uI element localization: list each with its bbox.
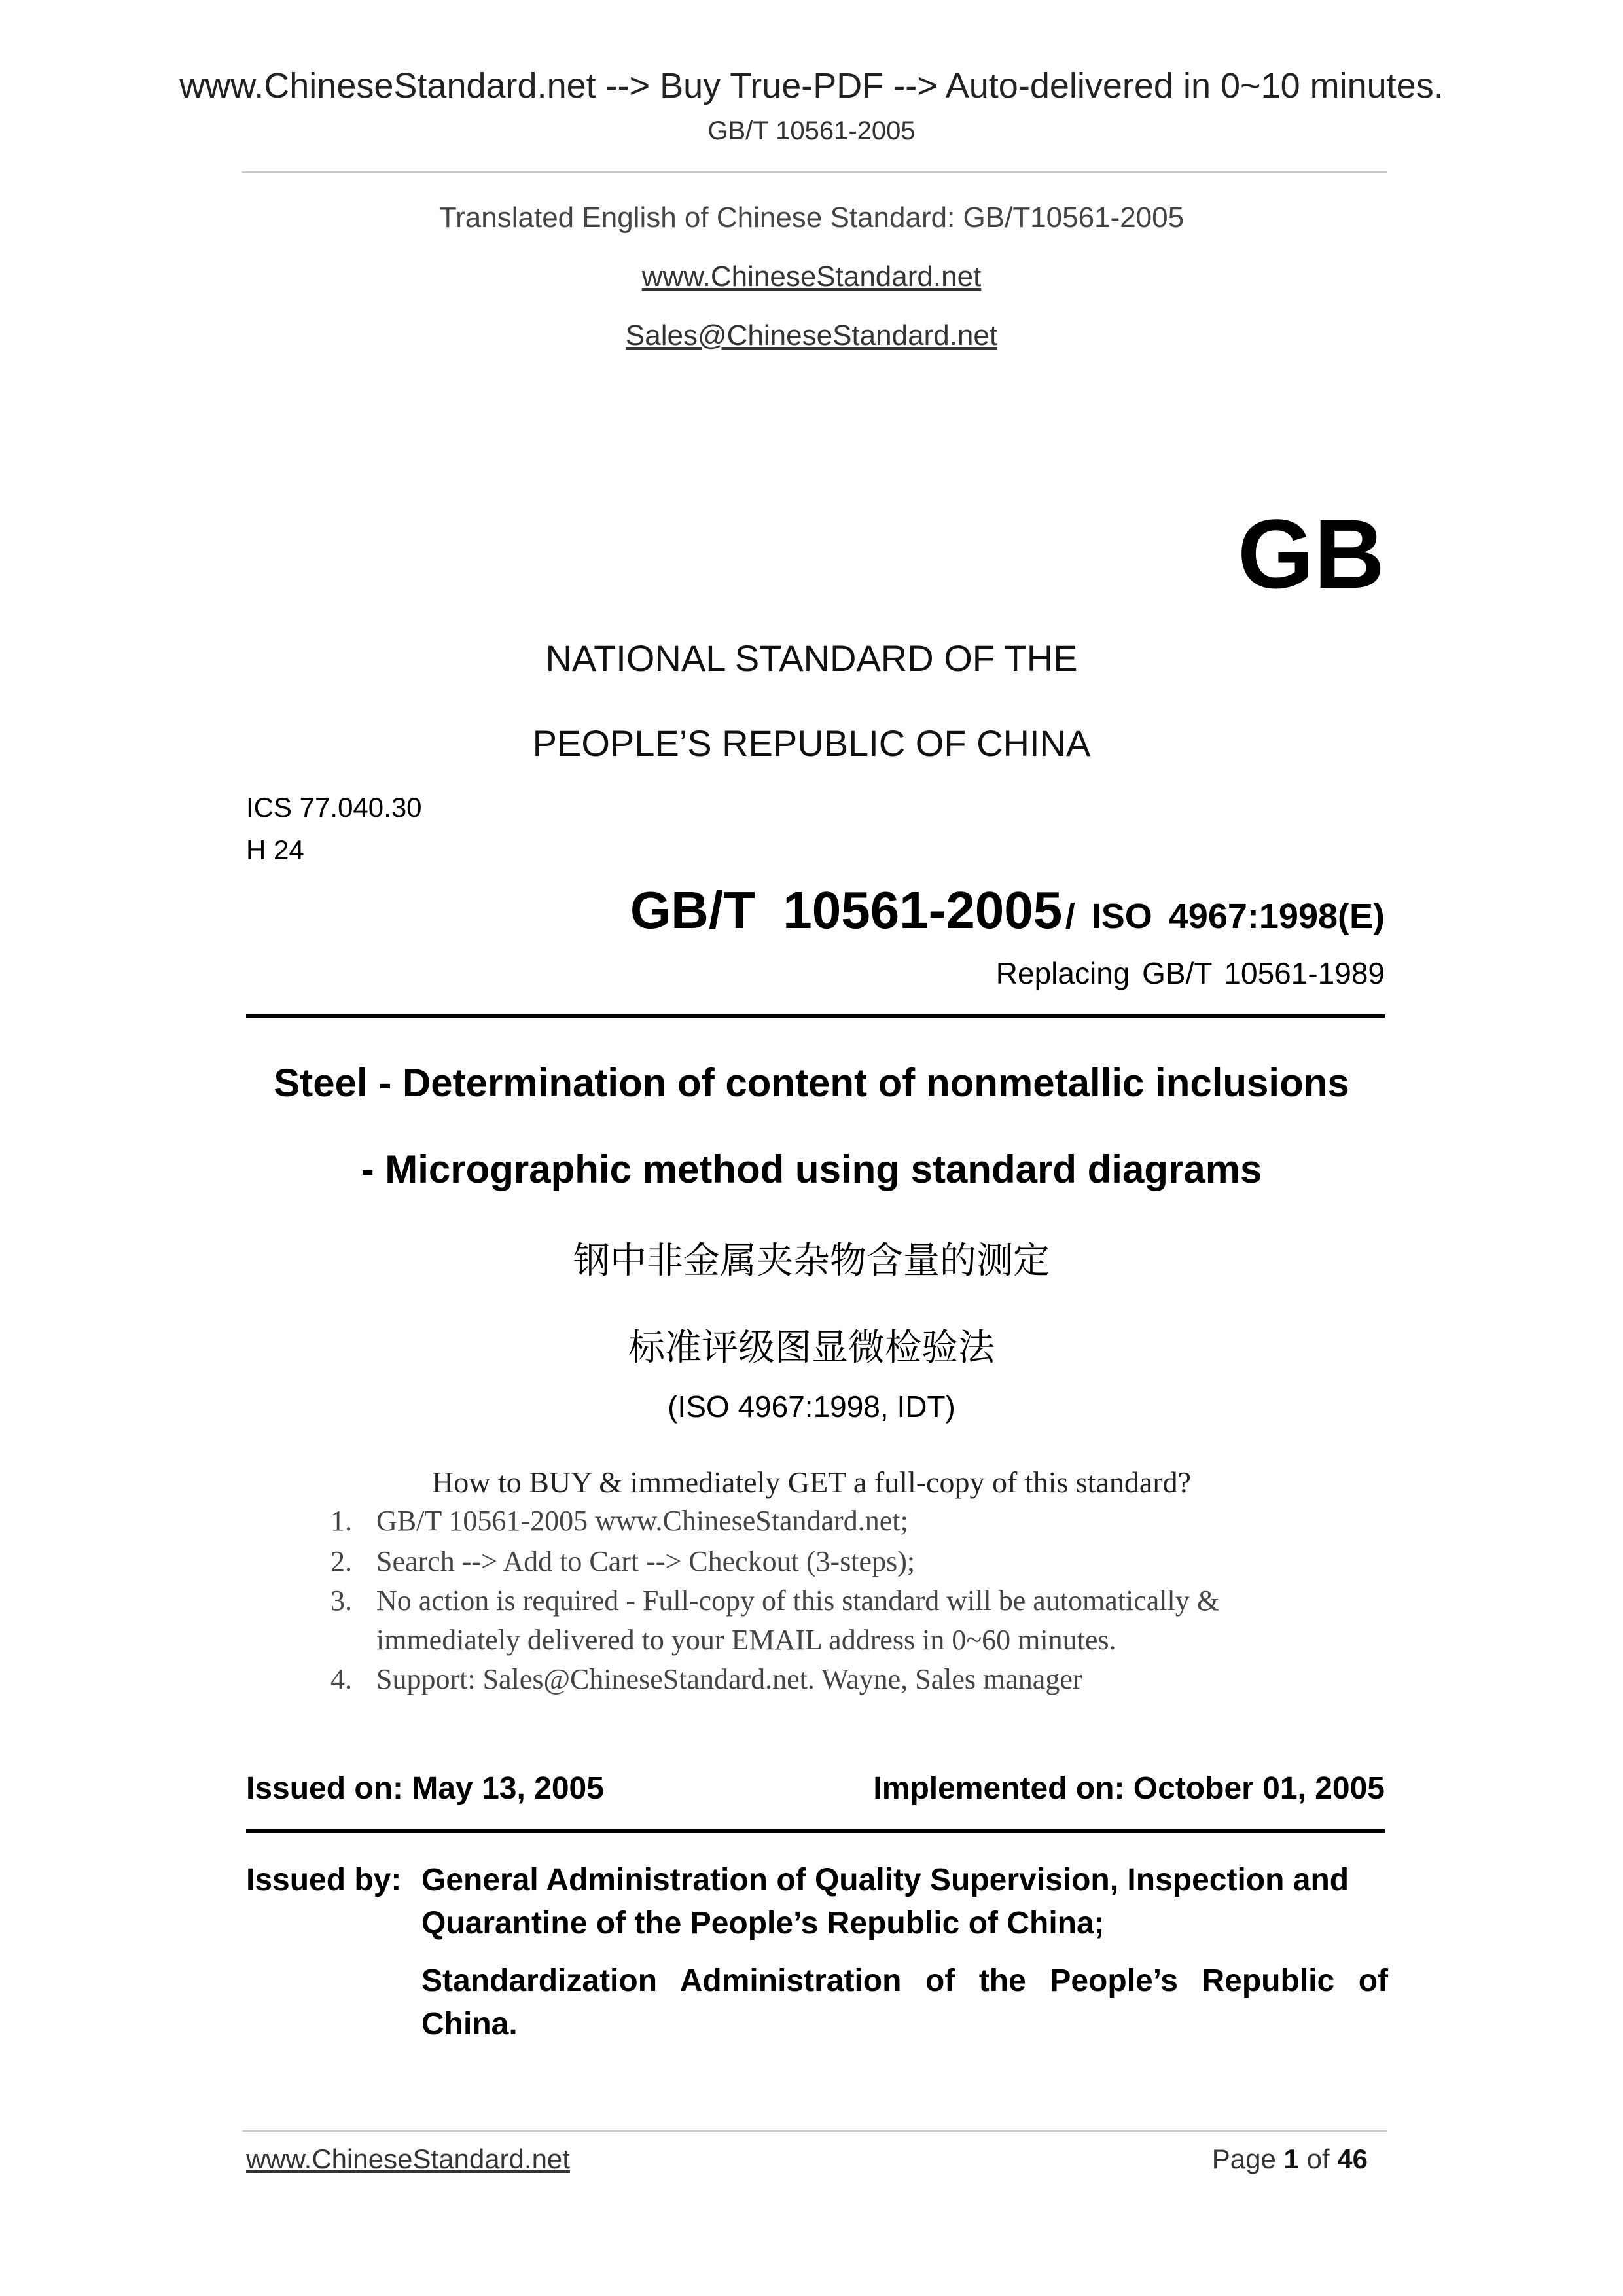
list-text: Support: Sales@ChineseStandard.net. Wayne, Sales manager	[376, 1663, 1082, 1695]
list-number: 1.	[330, 1505, 352, 1537]
list-number: 2.	[330, 1545, 352, 1577]
standard-number	[630, 880, 1385, 941]
issuer-2: Standardization Administration of the People’s Republic of China.	[421, 1964, 1388, 2041]
chinese-title-1: 钢中非金属夹杂物含量的测定	[573, 1240, 1050, 1282]
national-line-1: NATIONAL STANDARD OF THE	[545, 637, 1078, 679]
page-total: 46	[1337, 2144, 1368, 2174]
howto-heading: How to BUY & immediately GET a full-copy of this standard?	[432, 1465, 1191, 1499]
issued-by-label: Issued by:	[246, 1863, 402, 1897]
footer-divider	[242, 2130, 1387, 2132]
email-link[interactable]: Sales@ChineseStandard.net	[625, 319, 998, 351]
implemented-date: Implemented on: October 01, 2005	[873, 1771, 1385, 1806]
dates-rule	[246, 1829, 1385, 1833]
ics-code: ICS 77.040.30	[246, 792, 422, 823]
title-line-1: Steel - Determination of content of nonmetallic inclusions	[274, 1061, 1349, 1105]
header-banner: www.ChineseStandard.net --> Buy True-PDF --> Auto-delivered in 0~10 minutes.	[179, 66, 1444, 105]
title-line-2: - Micrographic method using standard diagrams	[361, 1147, 1262, 1191]
footer-website-link[interactable]: www.ChineseStandard.net	[246, 2144, 570, 2174]
list-number: 4.	[330, 1663, 352, 1695]
page-of: of	[1298, 2144, 1338, 2174]
national-line-2: PEOPLE’S REPUBLIC OF CHINA	[532, 723, 1091, 764]
header-std-number: GB/T 10561-2005	[707, 117, 916, 145]
iso-reference: / ISO 4967:1998(E)	[1065, 897, 1385, 936]
website-link[interactable]: www.ChineseStandard.net	[641, 260, 982, 293]
issuer-1: General Administration of Quality Supervision, Inspection and Quarantine of the People’s Republic of China;	[421, 1863, 1349, 1941]
gbt-number: GB/T 10561-2005	[630, 881, 1063, 939]
chinese-title-2: 标准评级图显微检验法	[628, 1327, 995, 1369]
list-number: 3.	[330, 1585, 352, 1617]
idt-line: (ISO 4967:1998, IDT)	[668, 1390, 955, 1424]
gb-mark: GB	[1238, 499, 1385, 609]
header-divider	[242, 171, 1387, 173]
h-code: H 24	[246, 834, 304, 865]
page-indicator	[1212, 2144, 1368, 2175]
list-text: immediately delivered to your EMAIL address in 0~60 minutes.	[376, 1624, 1116, 1656]
list-text: Search --> Add to Cart --> Checkout (3-steps);	[376, 1545, 916, 1577]
replacing-line: Replacing GB/T 10561-1989	[995, 956, 1385, 990]
page-prefix: Page	[1211, 2144, 1284, 2174]
list-text: No action is required - Full-copy of this standard will be automatically &	[376, 1585, 1219, 1617]
issued-date: Issued on: May 13, 2005	[246, 1771, 604, 1806]
list-text: GB/T 10561-2005 www.ChineseStandard.net;	[376, 1505, 908, 1537]
page-number: 1	[1283, 2144, 1299, 2174]
title-top-rule	[246, 1014, 1385, 1018]
translated-line: Translated English of Chinese Standard: GB/T10561-2005	[438, 202, 1185, 234]
